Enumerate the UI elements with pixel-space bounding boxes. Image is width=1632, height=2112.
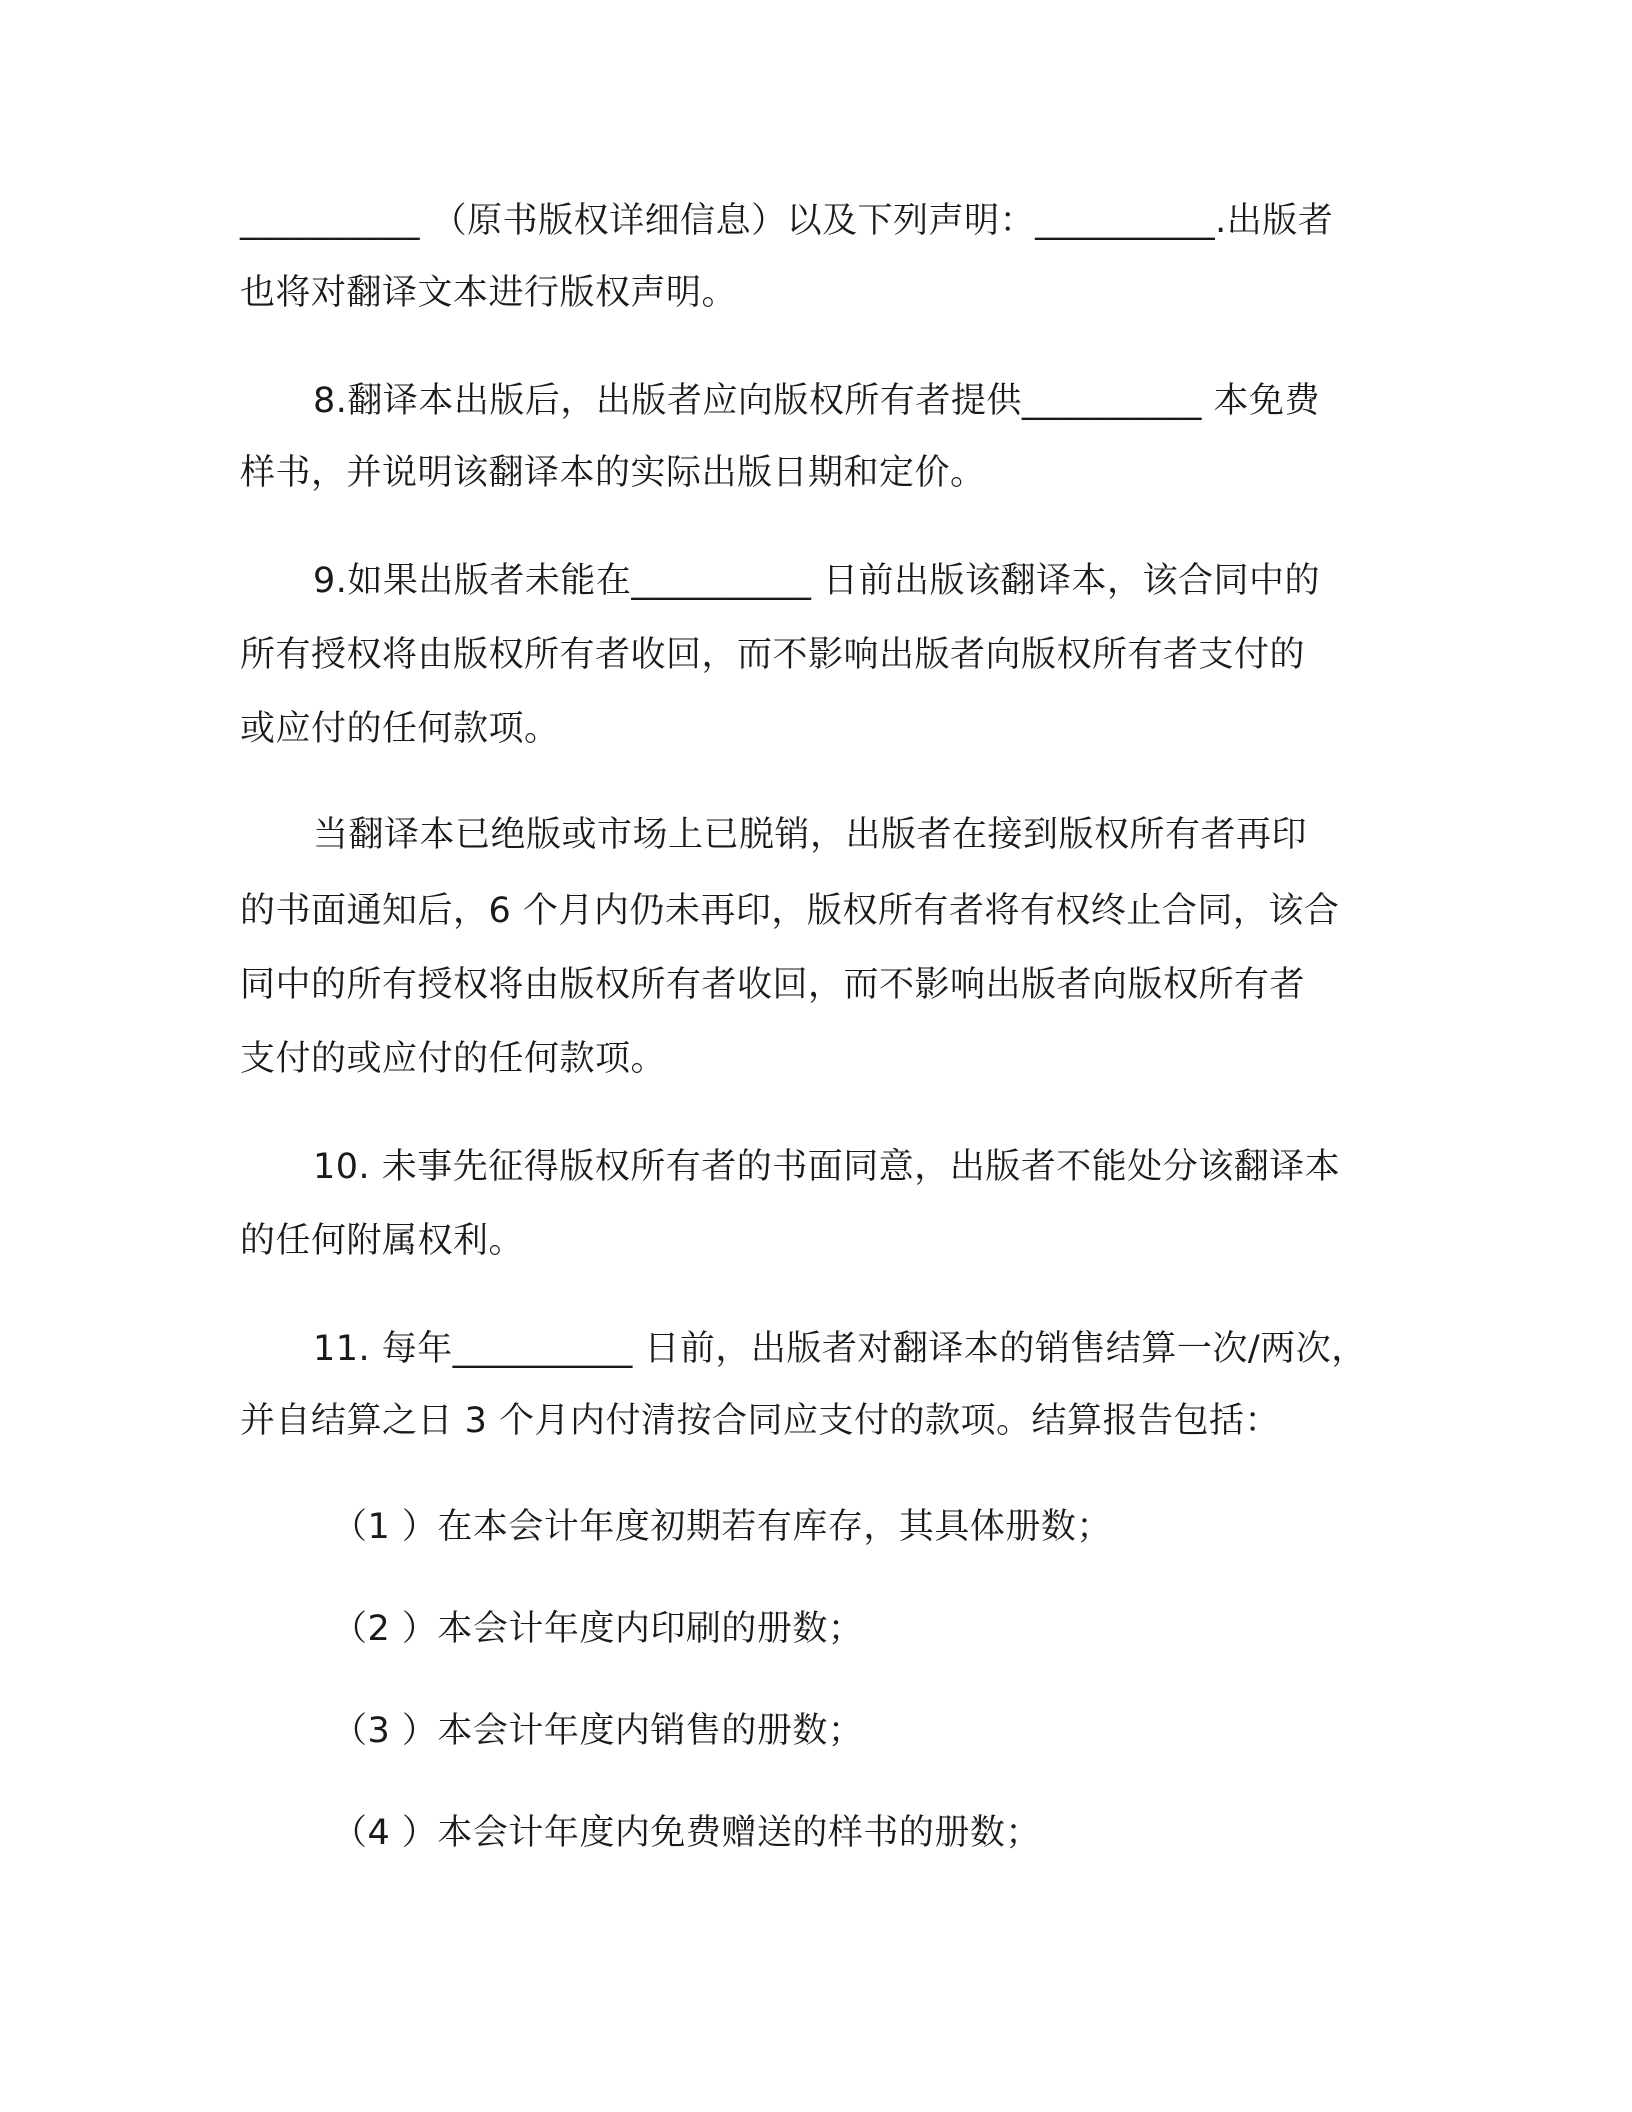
list-item: （2 ）本会计年度内印刷的册数； xyxy=(332,1609,864,1649)
text-line: 样书，并说明该翻译本的实际出版日期和定价。 xyxy=(240,453,986,493)
list-item: （4 ）本会计年度内免费赠送的样书的册数； xyxy=(332,1813,1041,1853)
text-line: 的任何附属权利。 xyxy=(240,1221,525,1261)
list-item: （1 ）在本会计年度初期若有库存，其具体册数； xyxy=(332,1507,1112,1547)
list-item: （3 ）本会计年度内销售的册数； xyxy=(332,1711,864,1751)
clause-10-line: 10. 未事先征得版权所有者的书面同意，出版者不能处分该翻译本 xyxy=(313,1147,1341,1187)
text-line: 并自结算之日 3 个月内付清按合同应支付的款项。结算报告包括： xyxy=(240,1401,1281,1441)
text-line: 也将对翻译文本进行版权声明。 xyxy=(240,273,738,313)
text-line: 支付的或应付的任何款项。 xyxy=(240,1039,667,1079)
text-line: 所有授权将由版权所有者收回，而不影响出版者向版权所有者支付的 xyxy=(240,635,1306,675)
paragraph-line: 当翻译本已绝版或市场上已脱销，出版者在接到版权所有者再印 xyxy=(313,815,1308,855)
clause-9-line: 9.如果出版者未能在__________ 日前出版该翻译本，该合同中的 xyxy=(313,561,1321,601)
text-line: 或应付的任何款项。 xyxy=(240,709,560,749)
text-line: 的书面通知后，6 个月内仍未再印，版权所有者将有权终止合同，该合 xyxy=(240,891,1340,931)
text-line: 同中的所有授权将由版权所有者收回，而不影响出版者向版权所有者 xyxy=(240,965,1306,1005)
clause-11-line: 11. 每年__________ 日前，出版者对翻译本的销售结算一次/两次， xyxy=(313,1329,1367,1369)
text-line: __________ （原书版权详细信息）以及下列声明：__________.出版者 xyxy=(240,201,1334,241)
clause-8-line: 8.翻译本出版后，出版者应向版权所有者提供__________ 本免费 xyxy=(313,381,1321,421)
